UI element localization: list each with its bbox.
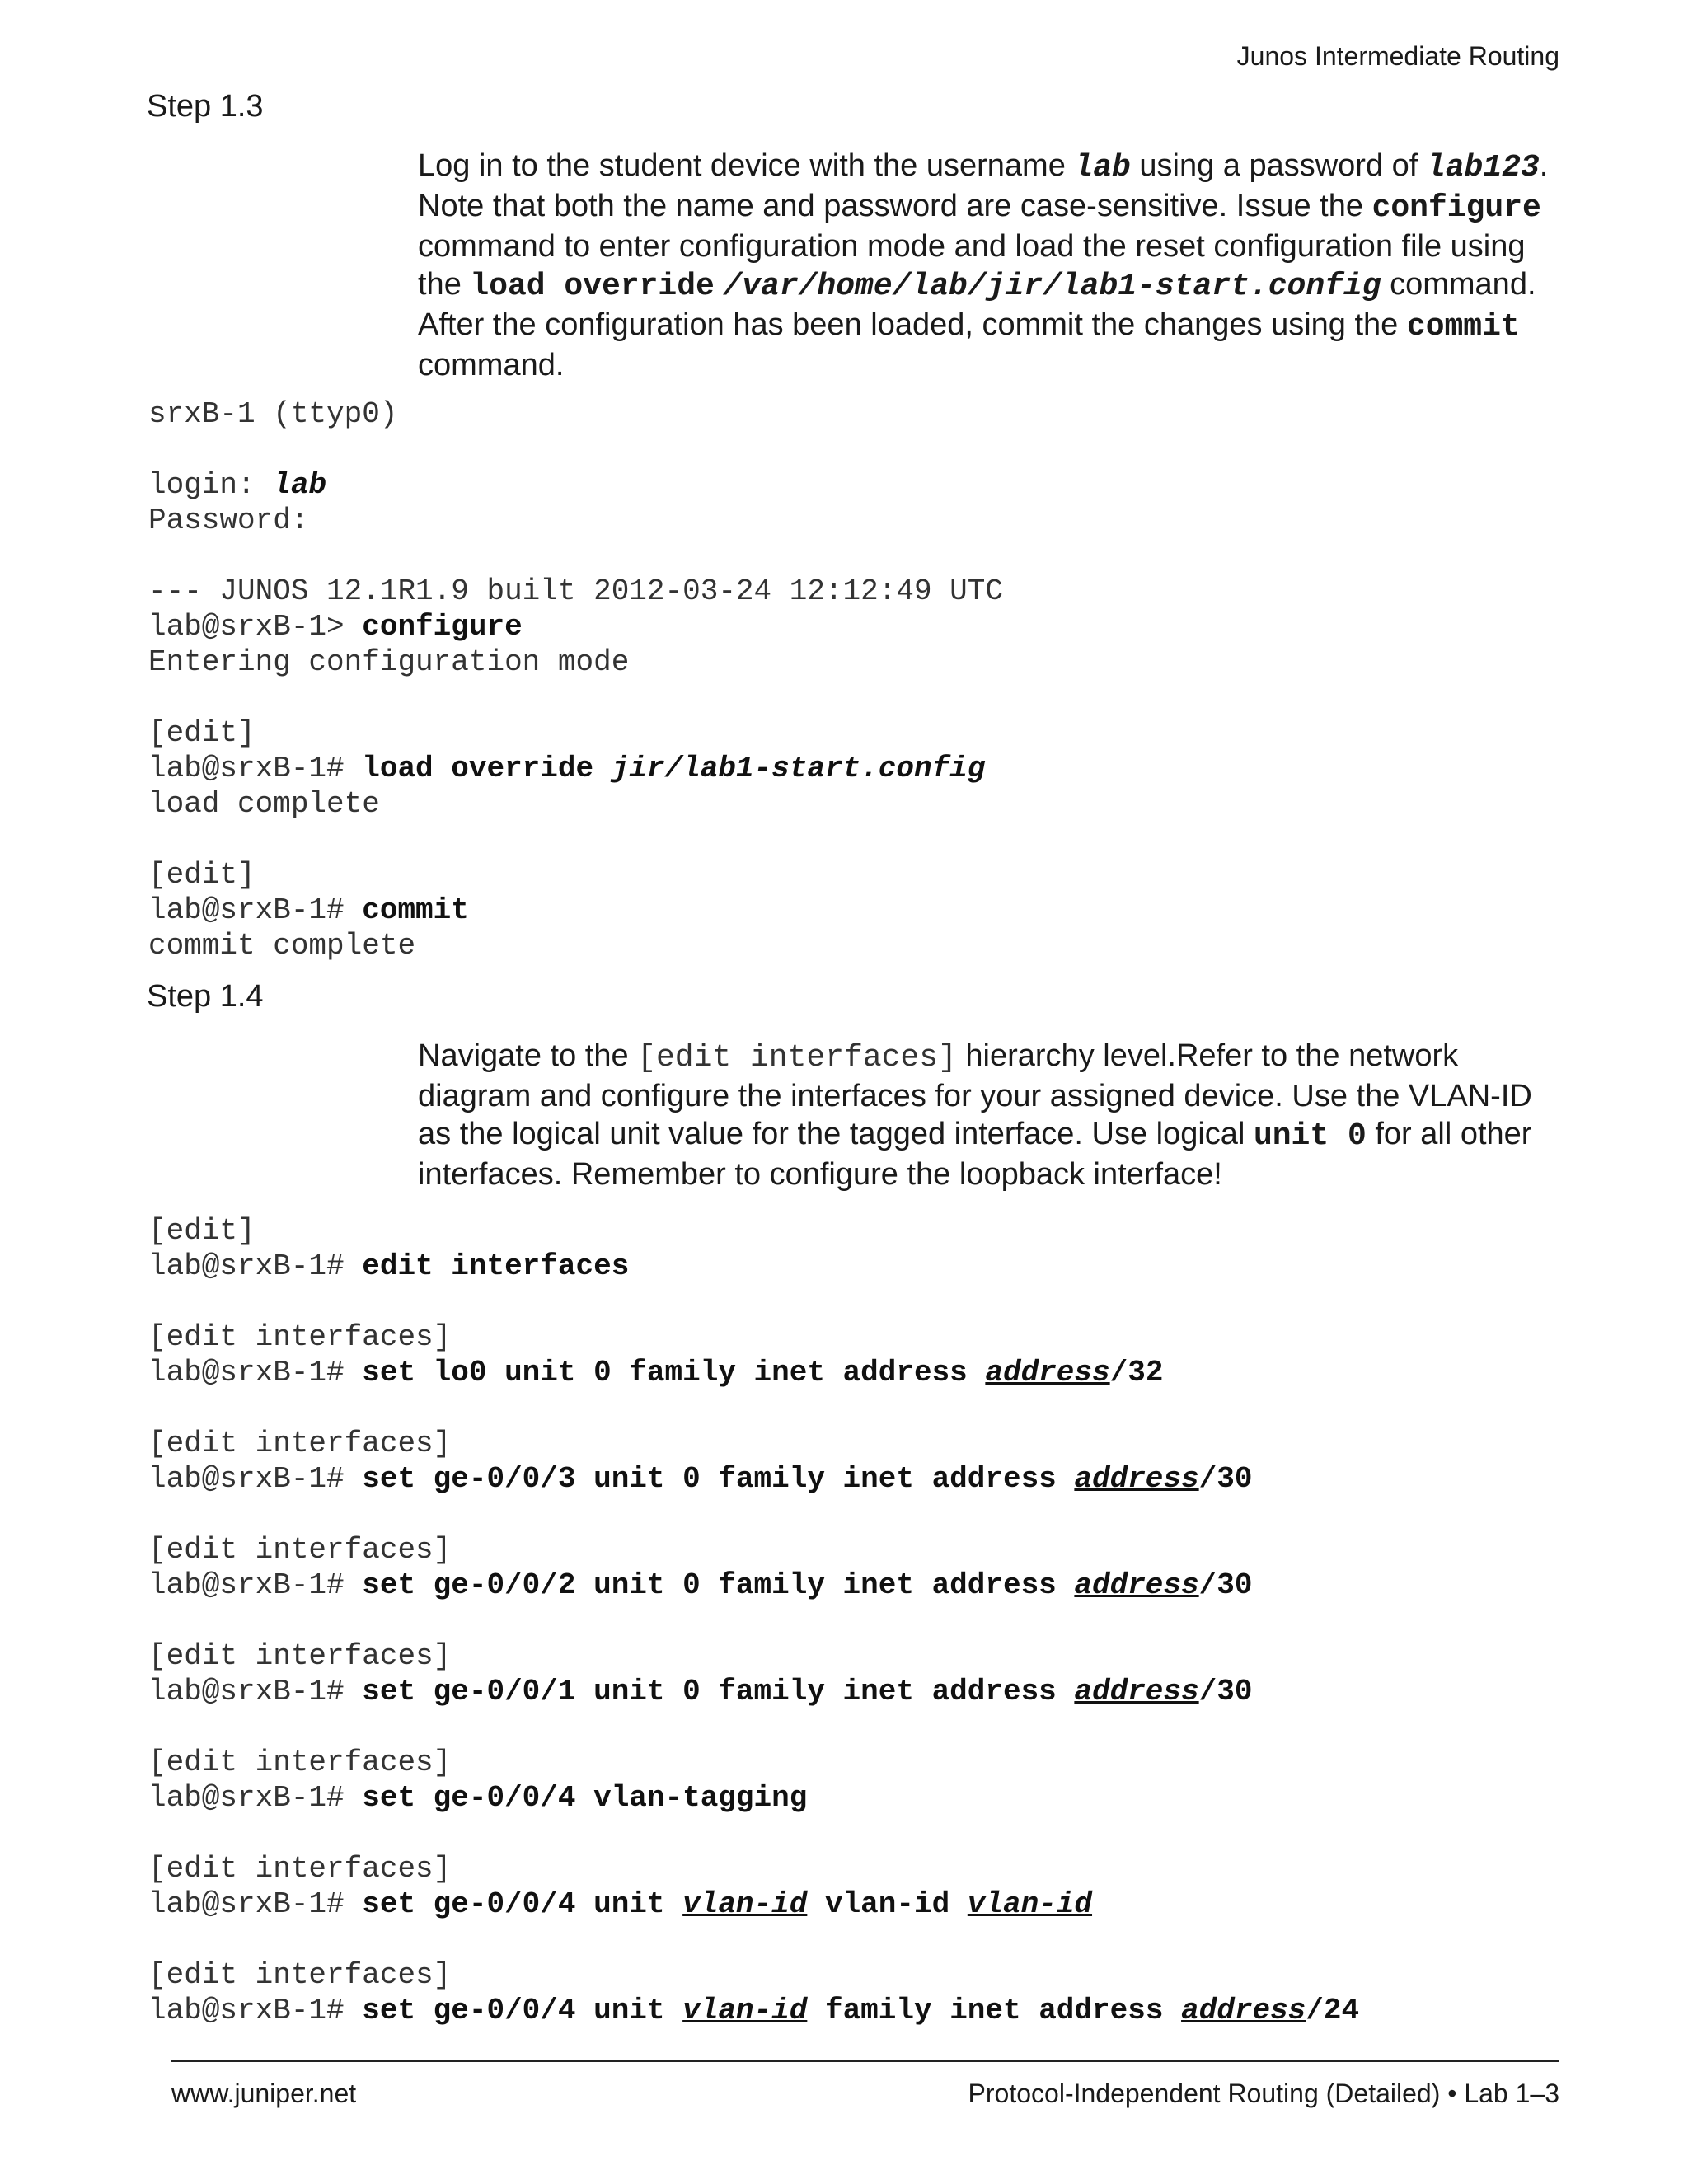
terminal-line: load complete — [148, 787, 380, 821]
step-1-3-instructions — [418, 147, 1564, 384]
text-run: using a password of — [1130, 148, 1427, 183]
configure-command: configure — [1372, 190, 1541, 226]
typed-argument: jir/lab1-start.config — [611, 752, 986, 785]
text-run: . Note that both the name and password are case-sensitive. Issue the — [418, 148, 1549, 223]
terminal-line — [148, 467, 1003, 503]
footer-url: www.juniper.net — [171, 2079, 357, 2108]
terminal-line: [edit interfaces] — [148, 1533, 452, 1567]
terminal-line: --- JUNOS 12.1R1.9 built 2012-03-24 12:12:49 UTC — [148, 574, 1003, 608]
placeholder-variable: address — [1181, 1994, 1306, 2027]
text-run: command. — [418, 348, 565, 382]
typed-command: edit interfaces — [362, 1249, 630, 1283]
prompt: lab@srxB-1# — [148, 893, 363, 927]
typed-command: /24 — [1306, 1994, 1360, 2027]
placeholder-variable: vlan-id — [682, 1994, 808, 2027]
unit-0-keyword: unit 0 — [1253, 1118, 1367, 1154]
commit-command: commit — [1406, 309, 1520, 344]
typed-command: set ge-0/0/4 vlan-tagging — [362, 1781, 808, 1815]
terminal-line: [edit interfaces] — [148, 1639, 452, 1673]
placeholder-variable: vlan-id — [967, 1887, 1093, 1921]
terminal-line — [148, 822, 1003, 857]
text-run: Log in to the student device with the username — [418, 148, 1075, 183]
typed-command: set lo0 unit 0 family inet address — [362, 1356, 986, 1390]
running-header: Junos Intermediate Routing — [1236, 41, 1559, 71]
hierarchy-level: [edit interfaces] — [637, 1040, 957, 1076]
terminal-line: Password: — [148, 504, 309, 537]
terminal-line — [148, 1390, 1359, 1426]
typed-command: configure — [362, 610, 523, 644]
placeholder-variable: vlan-id — [682, 1887, 808, 1921]
step-1-3-heading: Step 1.3 — [147, 89, 264, 124]
typed-command: /30 — [1198, 1462, 1253, 1496]
placeholder-variable: address — [985, 1356, 1110, 1390]
terminal-output-step-1-3 — [148, 396, 1003, 963]
typed-command: family inet address — [807, 1994, 1182, 2027]
typed-command: /30 — [1198, 1568, 1253, 1602]
username-value: lab — [1074, 150, 1131, 185]
terminal-output-step-1-4 — [148, 1213, 1359, 2028]
text-run: Navigate to the — [418, 1038, 638, 1073]
step-1-4-heading: Step 1.4 — [147, 979, 264, 1014]
placeholder-variable: address — [1074, 1568, 1199, 1602]
terminal-line — [148, 1816, 1359, 1851]
prompt: lab@srxB-1# — [148, 1356, 363, 1390]
terminal-line: [edit interfaces] — [148, 1958, 452, 1992]
terminal-line — [148, 538, 1003, 574]
terminal-line: [edit interfaces] — [148, 1852, 452, 1886]
footer-divider — [171, 2060, 1559, 2062]
terminal-line — [148, 609, 1003, 644]
prompt: lab@srxB-1> — [148, 610, 363, 644]
terminal-line — [148, 1355, 1359, 1390]
terminal-line — [148, 1780, 1359, 1816]
terminal-line: [edit] — [148, 716, 256, 750]
prompt: login: — [148, 468, 274, 502]
terminal-line: commit complete — [148, 929, 416, 963]
prompt: lab@srxB-1# — [148, 1781, 363, 1815]
terminal-line: [edit] — [148, 858, 256, 892]
terminal-line: [edit interfaces] — [148, 1427, 452, 1460]
terminal-line — [148, 680, 1003, 715]
text-run: command to enter configuration mode and load the reset configuration file using the — [418, 229, 1526, 302]
terminal-line — [148, 1709, 1359, 1745]
terminal-line — [148, 1497, 1359, 1532]
typed-command: vlan-id — [807, 1887, 968, 1921]
typed-command: commit — [362, 893, 469, 927]
prompt: lab@srxB-1# — [148, 1462, 363, 1496]
password-value: lab123 — [1426, 150, 1540, 185]
placeholder-variable: address — [1074, 1675, 1199, 1708]
load-path: /var/home/lab/jir/lab1-start.config — [723, 269, 1381, 304]
text-run: command. After the configuration has been loaded, commit the changes using the — [418, 267, 1536, 342]
text-run: hierarchy level.Refer to the network diagram and configure the interfaces for your assigned device. Use the VLAN-ID as the logical unit value for the tagged interface. Use logical — [418, 1038, 1532, 1151]
typed-command: /30 — [1198, 1675, 1253, 1708]
terminal-line: [edit interfaces] — [148, 1746, 452, 1779]
terminal-line — [148, 751, 1003, 786]
prompt: lab@srxB-1# — [148, 1249, 363, 1283]
prompt: lab@srxB-1# — [148, 1568, 363, 1602]
typed-command: set ge-0/0/1 unit 0 family inet address — [362, 1675, 1075, 1708]
terminal-line — [148, 1249, 1359, 1284]
typed-command: /32 — [1109, 1356, 1164, 1390]
step-1-4-instructions — [418, 1037, 1564, 1193]
prompt: lab@srxB-1# — [148, 1675, 363, 1708]
prompt: lab@srxB-1# — [148, 752, 363, 785]
typed-command: set ge-0/0/4 unit — [362, 1994, 683, 2027]
terminal-line: [edit] — [148, 1214, 256, 1248]
terminal-line — [148, 1993, 1359, 2028]
terminal-line — [148, 1886, 1359, 1922]
typed-command: set ge-0/0/2 unit 0 family inet address — [362, 1568, 1075, 1602]
terminal-line: srxB-1 (ttyp0) — [148, 397, 398, 431]
prompt: lab@srxB-1# — [148, 1994, 363, 2027]
footer-page-info: Protocol-Independent Routing (Detailed) • Lab 1–3 — [968, 2079, 1559, 2108]
typed-input: lab — [273, 468, 327, 502]
terminal-line: Entering configuration mode — [148, 645, 630, 679]
terminal-line — [148, 1284, 1359, 1319]
terminal-line — [148, 1674, 1359, 1709]
terminal-line — [148, 1568, 1359, 1603]
terminal-line — [148, 1461, 1359, 1497]
typed-command: set ge-0/0/3 unit 0 family inet address — [362, 1462, 1075, 1496]
prompt: lab@srxB-1# — [148, 1887, 363, 1921]
load-override-command: load override — [470, 269, 715, 304]
terminal-line — [148, 1603, 1359, 1638]
typed-command: load override — [362, 752, 612, 785]
terminal-line: [edit interfaces] — [148, 1320, 452, 1354]
terminal-line — [148, 432, 1003, 467]
terminal-line — [148, 893, 1003, 928]
placeholder-variable: address — [1074, 1462, 1199, 1496]
text-run: for all other interfaces. Remember to configure the loopback interface! — [418, 1117, 1532, 1192]
typed-command: set ge-0/0/4 unit — [362, 1887, 683, 1921]
terminal-line — [148, 1922, 1359, 1957]
